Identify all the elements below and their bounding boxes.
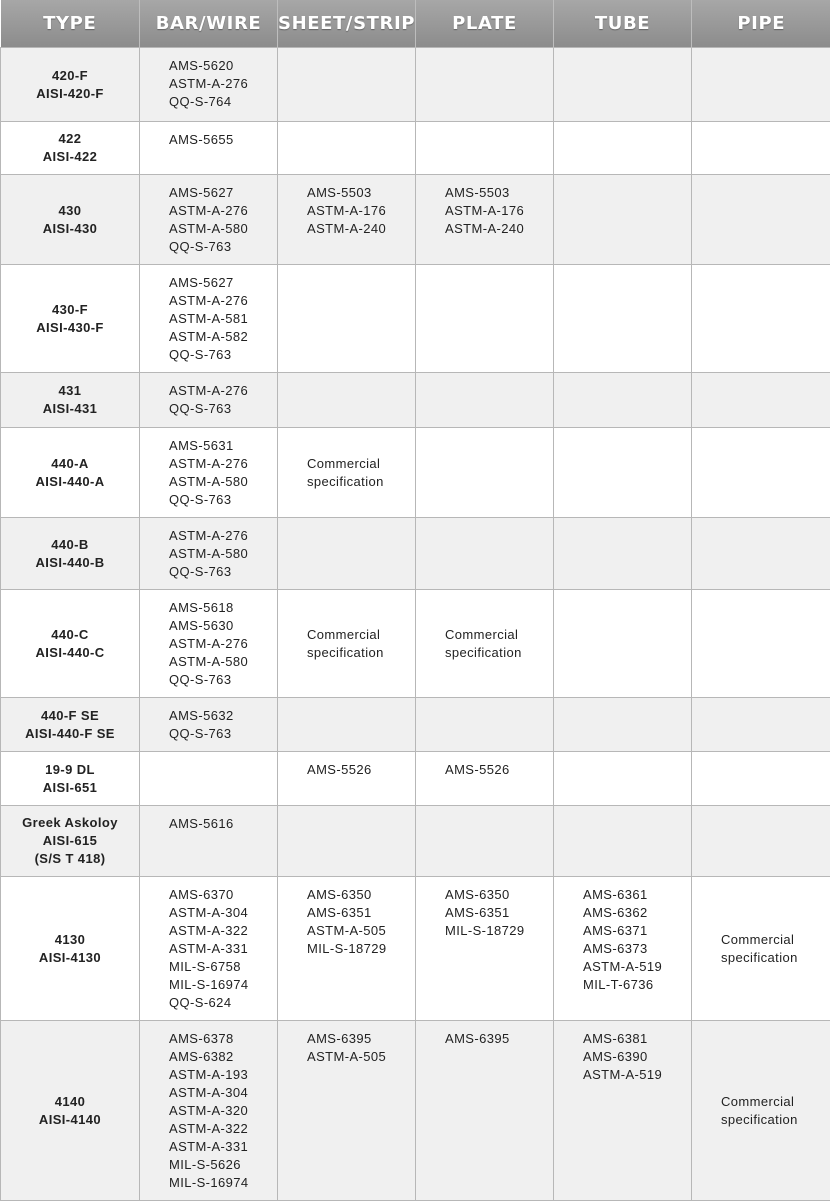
spec-code: AMS-5627	[169, 184, 277, 202]
spec-code: MIL-S-16974	[169, 976, 277, 994]
spec-code: ASTM-A-580	[169, 473, 277, 491]
spec-code: ASTM-A-580	[169, 220, 277, 238]
pipe-spec-cell	[692, 752, 830, 806]
table-row	[1, 175, 830, 265]
spec-code: ASTM-A-322	[169, 1120, 277, 1138]
spec-code: QQ-S-763	[169, 491, 277, 509]
pipe-spec-cell	[692, 175, 830, 265]
spec-code: AMS-5618	[169, 599, 277, 617]
spec-code: ASTM-A-331	[169, 940, 277, 958]
type-label: 4130	[1, 931, 139, 949]
spec-code: AMS-5627	[169, 274, 277, 292]
plate-spec-cell	[416, 518, 554, 590]
spec-code: ASTM-A-320	[169, 1102, 277, 1120]
spec-code: ASTM-A-519	[583, 958, 691, 976]
table-row	[1, 122, 830, 175]
spec-code: AMS-5503	[307, 184, 415, 202]
spec-code: QQ-S-763	[169, 671, 277, 689]
table-row	[1, 590, 830, 698]
spec-code: ASTM-A-505	[307, 922, 415, 940]
table-row	[1, 877, 830, 1021]
spec-code: MIL-S-18729	[307, 940, 415, 958]
plate-spec-cell	[416, 373, 554, 428]
spec-code: AMS-6350	[445, 886, 553, 904]
table-row	[1, 265, 830, 373]
type-label: AISI-430-F	[1, 319, 139, 337]
header-tube: TUBE	[554, 0, 692, 48]
spec-code: AMS-6350	[307, 886, 415, 904]
type-cell	[1, 877, 140, 1021]
type-label: 440-F SE	[1, 707, 139, 725]
spec-code: ASTM-A-582	[169, 328, 277, 346]
plate-spec-cell	[416, 265, 554, 373]
sheet-spec-cell	[278, 48, 416, 122]
spec-code: AMS-5526	[445, 761, 553, 779]
type-label: AISI-4140	[1, 1111, 139, 1129]
type-cell	[1, 1021, 140, 1201]
spec-code: ASTM-A-276	[169, 75, 277, 93]
bar-spec-cell	[140, 806, 278, 877]
spec-code: ASTM-A-580	[169, 545, 277, 563]
tube-spec-cell	[554, 175, 692, 265]
sheet-spec-cell	[278, 590, 416, 698]
spec-code: specification	[307, 644, 415, 662]
pipe-spec-cell	[692, 428, 830, 518]
pipe-spec-cell	[692, 877, 830, 1021]
spec-code: AMS-6381	[583, 1030, 691, 1048]
spec-code: AMS-6382	[169, 1048, 277, 1066]
bar-spec-cell	[140, 122, 278, 175]
pipe-spec-cell	[692, 122, 830, 175]
spec-code: ASTM-A-581	[169, 310, 277, 328]
type-label: 440-B	[1, 536, 139, 554]
tube-spec-cell	[554, 428, 692, 518]
type-label: AISI-422	[1, 148, 139, 166]
type-cell	[1, 48, 140, 122]
type-label: AISI-651	[1, 779, 139, 797]
spec-code: AMS-6370	[169, 886, 277, 904]
type-cell	[1, 122, 140, 175]
type-cell	[1, 428, 140, 518]
spec-code: QQ-S-763	[169, 400, 277, 418]
spec-code: AMS-6351	[307, 904, 415, 922]
spec-code: MIL-T-6736	[583, 976, 691, 994]
type-label: AISI-440-F SE	[1, 725, 139, 743]
sheet-spec-cell	[278, 1021, 416, 1201]
spec-code: ASTM-A-276	[169, 292, 277, 310]
spec-code: QQ-S-763	[169, 725, 277, 743]
type-label: 440-C	[1, 626, 139, 644]
type-label: 430-F	[1, 301, 139, 319]
type-cell	[1, 265, 140, 373]
plate-spec-cell	[416, 752, 554, 806]
spec-code: Commercial	[445, 626, 553, 644]
tube-spec-cell	[554, 122, 692, 175]
pipe-spec-cell	[692, 806, 830, 877]
spec-code: ASTM-A-276	[169, 382, 277, 400]
pipe-spec-cell	[692, 590, 830, 698]
spec-code: AMS-5630	[169, 617, 277, 635]
type-label: (S/S T 418)	[1, 850, 139, 868]
spec-code: MIL-S-18729	[445, 922, 553, 940]
tube-spec-cell	[554, 373, 692, 428]
bar-spec-cell	[140, 373, 278, 428]
sheet-spec-cell	[278, 175, 416, 265]
spec-code: ASTM-A-505	[307, 1048, 415, 1066]
spec-code: Commercial	[721, 931, 830, 949]
type-cell	[1, 590, 140, 698]
bar-spec-cell	[140, 428, 278, 518]
spec-code: QQ-S-763	[169, 238, 277, 256]
spec-code: ASTM-A-304	[169, 1084, 277, 1102]
plate-spec-cell	[416, 698, 554, 752]
spec-code: AMS-5655	[169, 131, 277, 149]
spec-code: Commercial	[307, 455, 415, 473]
pipe-spec-cell	[692, 48, 830, 122]
spec-code: QQ-S-764	[169, 93, 277, 111]
type-label: 422	[1, 130, 139, 148]
type-cell	[1, 806, 140, 877]
spec-code: AMS-6373	[583, 940, 691, 958]
pipe-spec-cell	[692, 518, 830, 590]
sheet-spec-cell	[278, 877, 416, 1021]
tube-spec-cell	[554, 518, 692, 590]
spec-code: AMS-5620	[169, 57, 277, 75]
tube-spec-cell	[554, 806, 692, 877]
spec-code: AMS-6395	[445, 1030, 553, 1048]
table-row	[1, 698, 830, 752]
sheet-spec-cell	[278, 518, 416, 590]
spec-code: AMS-5526	[307, 761, 415, 779]
bar-spec-cell	[140, 175, 278, 265]
spec-code: ASTM-A-176	[445, 202, 553, 220]
table-row	[1, 806, 830, 877]
table-row	[1, 518, 830, 590]
bar-spec-cell	[140, 752, 278, 806]
spec-code: specification	[721, 949, 830, 967]
bar-spec-cell	[140, 48, 278, 122]
spec-code: specification	[721, 1111, 830, 1129]
table-row	[1, 752, 830, 806]
bar-spec-cell	[140, 877, 278, 1021]
plate-spec-cell	[416, 175, 554, 265]
sheet-spec-cell	[278, 752, 416, 806]
spec-code: AMS-5616	[169, 815, 277, 833]
plate-spec-cell	[416, 877, 554, 1021]
spec-code: ASTM-A-331	[169, 1138, 277, 1156]
spec-code: ASTM-A-580	[169, 653, 277, 671]
spec-code: MIL-S-5626	[169, 1156, 277, 1174]
table-row	[1, 428, 830, 518]
pipe-spec-cell	[692, 698, 830, 752]
tube-spec-cell	[554, 48, 692, 122]
spec-code: AMS-5632	[169, 707, 277, 725]
type-label: Greek Askoloy	[1, 814, 139, 832]
tube-spec-cell	[554, 698, 692, 752]
spec-code: AMS-6395	[307, 1030, 415, 1048]
type-label: 431	[1, 382, 139, 400]
type-label: AISI-440-B	[1, 554, 139, 572]
plate-spec-cell	[416, 428, 554, 518]
spec-code: AMS-6361	[583, 886, 691, 904]
type-label: 420-F	[1, 67, 139, 85]
tube-spec-cell	[554, 877, 692, 1021]
spec-code: ASTM-A-240	[307, 220, 415, 238]
table-row	[1, 48, 830, 122]
plate-spec-cell	[416, 590, 554, 698]
sheet-spec-cell	[278, 265, 416, 373]
spec-code: specification	[307, 473, 415, 491]
bar-spec-cell	[140, 590, 278, 698]
type-label: AISI-431	[1, 400, 139, 418]
spec-code: ASTM-A-176	[307, 202, 415, 220]
spec-code: MIL-S-6758	[169, 958, 277, 976]
tube-spec-cell	[554, 752, 692, 806]
spec-code: ASTM-A-276	[169, 455, 277, 473]
spec-code: ASTM-A-276	[169, 527, 277, 545]
type-label: 430	[1, 202, 139, 220]
plate-spec-cell	[416, 806, 554, 877]
table-body	[1, 48, 830, 1201]
header-row	[1, 0, 830, 48]
type-cell	[1, 518, 140, 590]
spec-code: ASTM-A-240	[445, 220, 553, 238]
bar-spec-cell	[140, 698, 278, 752]
spec-code: ASTM-A-322	[169, 922, 277, 940]
bar-spec-cell	[140, 1021, 278, 1201]
type-label: AISI-440-A	[1, 473, 139, 491]
spec-code: QQ-S-763	[169, 563, 277, 581]
spec-code: AMS-6378	[169, 1030, 277, 1048]
type-label: 440-A	[1, 455, 139, 473]
plate-spec-cell	[416, 1021, 554, 1201]
pipe-spec-cell	[692, 1021, 830, 1201]
type-label: 19-9 DL	[1, 761, 139, 779]
spec-code: AMS-6362	[583, 904, 691, 922]
tube-spec-cell	[554, 590, 692, 698]
bar-spec-cell	[140, 265, 278, 373]
type-label: AISI-440-C	[1, 644, 139, 662]
header-pipe: PIPE	[692, 0, 830, 48]
type-cell	[1, 175, 140, 265]
header-plate: PLATE	[416, 0, 554, 48]
type-cell	[1, 752, 140, 806]
spec-code: Commercial	[307, 626, 415, 644]
sheet-spec-cell	[278, 373, 416, 428]
spec-code: AMS-6371	[583, 922, 691, 940]
spec-code: ASTM-A-276	[169, 635, 277, 653]
pipe-spec-cell	[692, 373, 830, 428]
spec-code: specification	[445, 644, 553, 662]
spec-code: AMS-5631	[169, 437, 277, 455]
sheet-spec-cell	[278, 698, 416, 752]
pipe-spec-cell	[692, 265, 830, 373]
plate-spec-cell	[416, 48, 554, 122]
spec-code: AMS-6351	[445, 904, 553, 922]
tube-spec-cell	[554, 265, 692, 373]
type-label: 4140	[1, 1093, 139, 1111]
spec-code: ASTM-A-304	[169, 904, 277, 922]
sheet-spec-cell	[278, 122, 416, 175]
spec-code: AMS-5503	[445, 184, 553, 202]
spec-code: ASTM-A-276	[169, 202, 277, 220]
header-sheet-strip: SHEET/STRIP	[278, 0, 416, 48]
plate-spec-cell	[416, 122, 554, 175]
spec-code: ASTM-A-193	[169, 1066, 277, 1084]
header-bar-wire: BAR/WIRE	[140, 0, 278, 48]
header-type: TYPE	[1, 0, 140, 48]
spec-code: ASTM-A-519	[583, 1066, 691, 1084]
sheet-spec-cell	[278, 806, 416, 877]
spec-code: MIL-S-16974	[169, 1174, 277, 1192]
type-label: AISI-615	[1, 832, 139, 850]
tube-spec-cell	[554, 1021, 692, 1201]
spec-code: QQ-S-624	[169, 994, 277, 1012]
sheet-spec-cell	[278, 428, 416, 518]
type-label: AISI-430	[1, 220, 139, 238]
spec-code: Commercial	[721, 1093, 830, 1111]
type-cell	[1, 698, 140, 752]
table-row	[1, 373, 830, 428]
type-cell	[1, 373, 140, 428]
spec-code: QQ-S-763	[169, 346, 277, 364]
spec-code: AMS-6390	[583, 1048, 691, 1066]
table-row	[1, 1021, 830, 1201]
type-label: AISI-4130	[1, 949, 139, 967]
bar-spec-cell	[140, 518, 278, 590]
type-label: AISI-420-F	[1, 85, 139, 103]
